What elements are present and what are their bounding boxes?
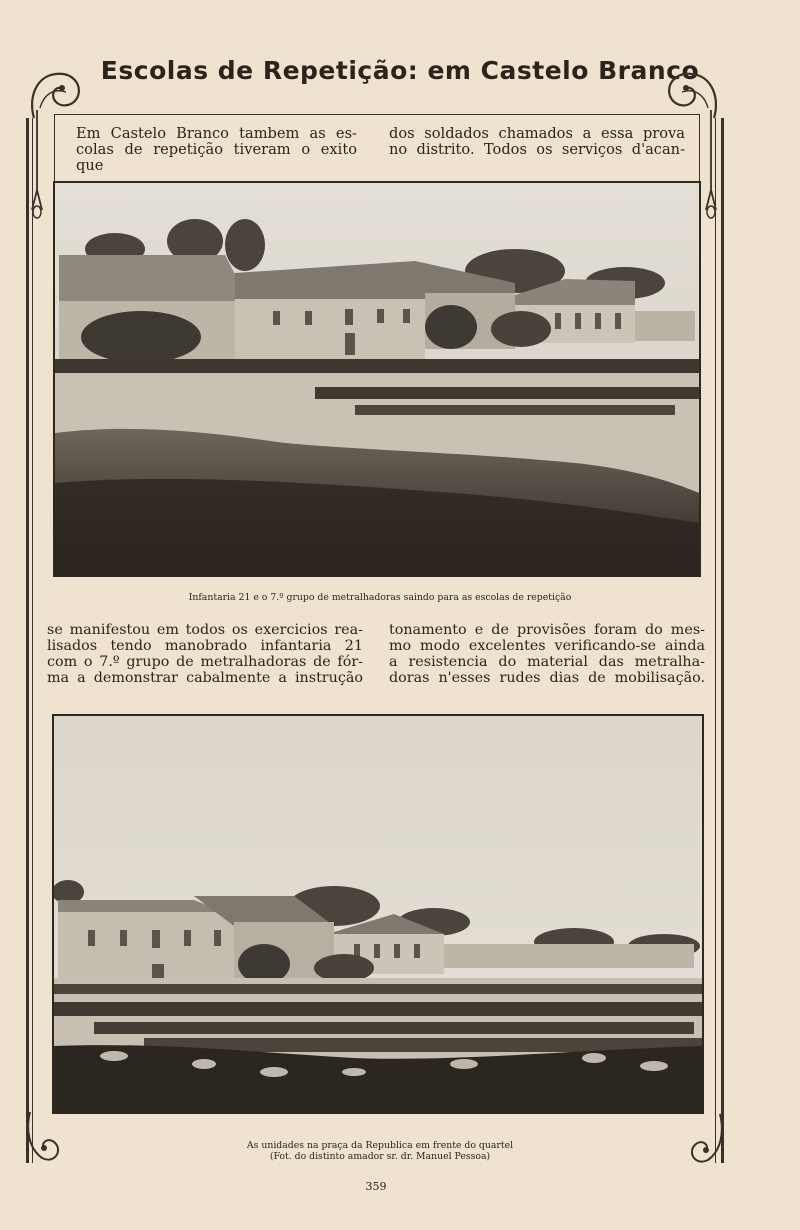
text-line: ma a demonstrar cabalmente a instrução bbox=[47, 670, 363, 686]
photo-units-square bbox=[52, 714, 704, 1114]
photo2-caption bbox=[180, 1140, 580, 1162]
middle-column-right bbox=[389, 622, 705, 686]
intro-column-left bbox=[76, 126, 357, 174]
text-line: doras n'esses rudes dias de mobilisação. bbox=[389, 670, 705, 686]
text-line: lisados tendo manobrado infantaria 21 bbox=[47, 638, 363, 654]
text-line: dos soldados chamados a essa prova bbox=[389, 125, 685, 142]
middle-column-left bbox=[47, 622, 363, 686]
page-number: 359 bbox=[365, 1180, 387, 1193]
page-title: Escolas de Repetição: em Castelo Branco bbox=[100, 56, 700, 85]
text-line: no distrito. Todos os serviços d'acan- bbox=[389, 141, 685, 158]
intro-column-right bbox=[389, 126, 685, 158]
photo1-caption: Infantaria 21 e o 7.º grupo de metralhadoras saindo para as escolas de repetição bbox=[188, 592, 572, 603]
photo-parade-infantry bbox=[53, 181, 701, 577]
text-line: se manifestou em todos os exercicios rea- bbox=[47, 622, 363, 638]
frame-rule-left bbox=[26, 118, 29, 1163]
text-line: mo modo excelentes verificando-se ainda bbox=[389, 638, 705, 654]
text-line: a resistencia do material das metralha- bbox=[389, 654, 705, 670]
text-line: colas de repetição tiveram o exito que bbox=[76, 141, 357, 174]
text-line: tonamento e de provisões foram do mes- bbox=[389, 622, 705, 638]
photo-credit: (Fot. do distinto amador sr. dr. Manuel Pessoa) bbox=[269, 1151, 491, 1162]
frame-rule-right bbox=[721, 118, 724, 1163]
caption-line: As unidades na praça da Republica em frente do quartel bbox=[246, 1140, 514, 1151]
text-line: com o 7.º grupo de metralhadoras de fór- bbox=[47, 654, 363, 670]
text-line: Em Castelo Branco tambem as es- bbox=[76, 125, 357, 142]
